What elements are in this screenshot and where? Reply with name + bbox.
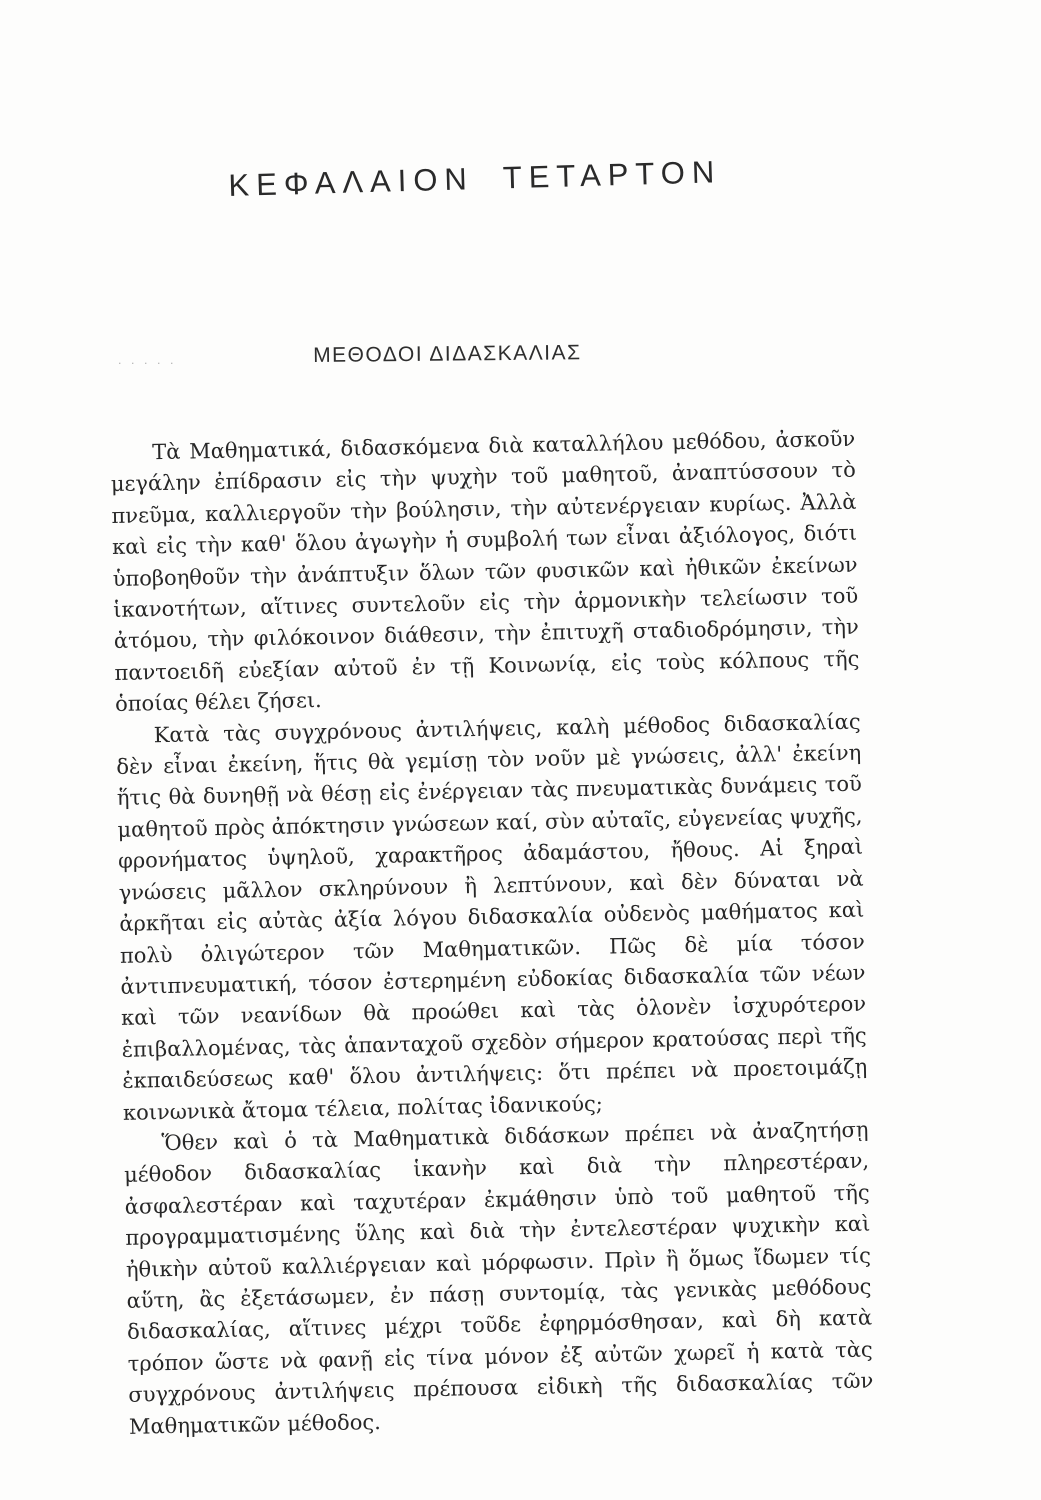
paragraph-3: Ὅθεν καὶ ὁ τὰ Μαθηματικὰ διδάσκων πρέπει νὰ ἀναζητήσῃ μέθοδον διδασκαλίας ἱκανὴν καὶ διὰ τὴν πληρεστέραν, ἀσφαλεστέραν καὶ ταχυτέραν ἐκμάθησιν ὑπὸ τοῦ μαθητοῦ τῆς προγραμματισμένης ὕλης καὶ διὰ τὴν ἐντελεστέραν ψυχικὴν καὶ ἠθικὴν αὐτοῦ καλλιέργειαν καὶ μόρφωσιν. Πρὶν ἢ ὅμως ἴδωμεν τίς αὕτη, ἂς ἐξετάσωμεν, ἐν πάσῃ συντομίᾳ, τὰς γενικὰς μεθόδους διδασκαλίας, αἵτινες μέχρι τοῦδε ἐφηρμόσθησαν, καὶ δὴ κατὰ τρόπον ὥστε νὰ φανῇ εἰς τίνα μόνον ἐξ αὐτῶν χωρεῖ ἡ κατὰ τὰς συγχρόνους ἀντιλήψεις πρέπουσα εἰδικὴ τῆς διδασκαλίας τῶν Μαθηματικῶν μέθοδος. [123,1117,874,1439]
section-title: ΜΕΘΟΔΟΙ ΔΙΔΑΣΚΑΛΙΑΣ [313,341,582,367]
paragraph-1: Τὰ Μαθηματικά, διδασκόμενα διὰ καταλλήλου μεθόδου, ἀσκοῦν μεγάλην ἐπίδρασιν εἰς τὴν ψυχὴν τοῦ μαθητοῦ, ἀναπτύσσουν τὸ πνεῦμα, καλλιεργοῦν τὴν βούλησιν, τὴν αὐτενέργειαν κυρίως. Ἀλλὰ καὶ εἰς τὴν καθ' ὅλου ἀγωγὴν ἡ συμβολή των εἶναι ἀξιόλογος, διότι ὑποβοηθοῦν τὴν ἀνάπτυξιν ὅλων τῶν φυσικῶν καὶ ἠθικῶν ἐκείνων ἱκανοτήτων, αἵτινες συντελοῦν εἰς τὴν ἁρμονικὴν τελείωσιν τοῦ ἀτόμου, τὴν φιλόκοινον διάθεσιν, τὴν ἐπιτυχῆ σταδιοδρόμησιν, τὴν παντοειδῆ εὐεξίαν αὐτοῦ ἐν τῇ Κοινωνίᾳ, εἰς τοὺς κόλπους τῆς ὁποίας θέλει ζήσει. [110,426,860,717]
body-text [110,424,874,1443]
paragraph-2: Κατὰ τὰς συγχρόνους ἀντιλήψεις, καλὴ μέθοδος διδασκαλίας δὲν εἶναι ἐκείνη, ἥτις θὰ γεμίσῃ τὸν νοῦν μὲ γνώσεις, ἀλλ' ἐκείνη ἥτις θὰ δυνηθῇ νὰ θέσῃ εἰς ἐνέργειαν τὰς πνευματικὰς δυνάμεις τοῦ μαθητοῦ πρὸς ἀπόκτησιν γνώσεων καί, σὺν αὐταῖς, εὐγενείας ψυχῆς, φρονήματος ὑψηλοῦ, χαρακτῆρος ἀδαμάστου, ἤθους. Αἱ ξηραὶ γνώσεις μᾶλλον σκληρύνουν ἢ λεπτύνουν, καὶ δὲν δύναται νὰ ἀρκῆται εἰς αὐτὰς ἀξία λόγου διδασκαλία οὐδενὸς μαθήματος καὶ πολὺ ὀλιγώτερον τῶν Μαθηματικῶν. Πῶς δὲ μία τόσον ἀντιπνευματική, τόσον ἐστερημένη εὐδοκίας διδασκαλία τῶν νέων καὶ τῶν νεανίδων θὰ προώθει καὶ τὰς ὁλονὲν ἰσχυρότερον ἐπιβαλλομένας, τὰς ἁπανταχοῦ σχεδὸν σήμερον κρατούσας περὶ τῆς ἐκπαιδεύσεως καθ' ὅλου ἀντιλήψεις: ὅτι πρέπει νὰ προετοιμάζῃ κοινωνικὰ ἄτομα τέλεια, πολίτας ἰδανικούς; [116,709,868,1125]
chapter-title: ΚΕΦΑΛΑΙΟΝ ΤΕΤΑΡΤΟΝ [228,154,722,203]
margin-smudge: · · · · · [118,357,177,370]
